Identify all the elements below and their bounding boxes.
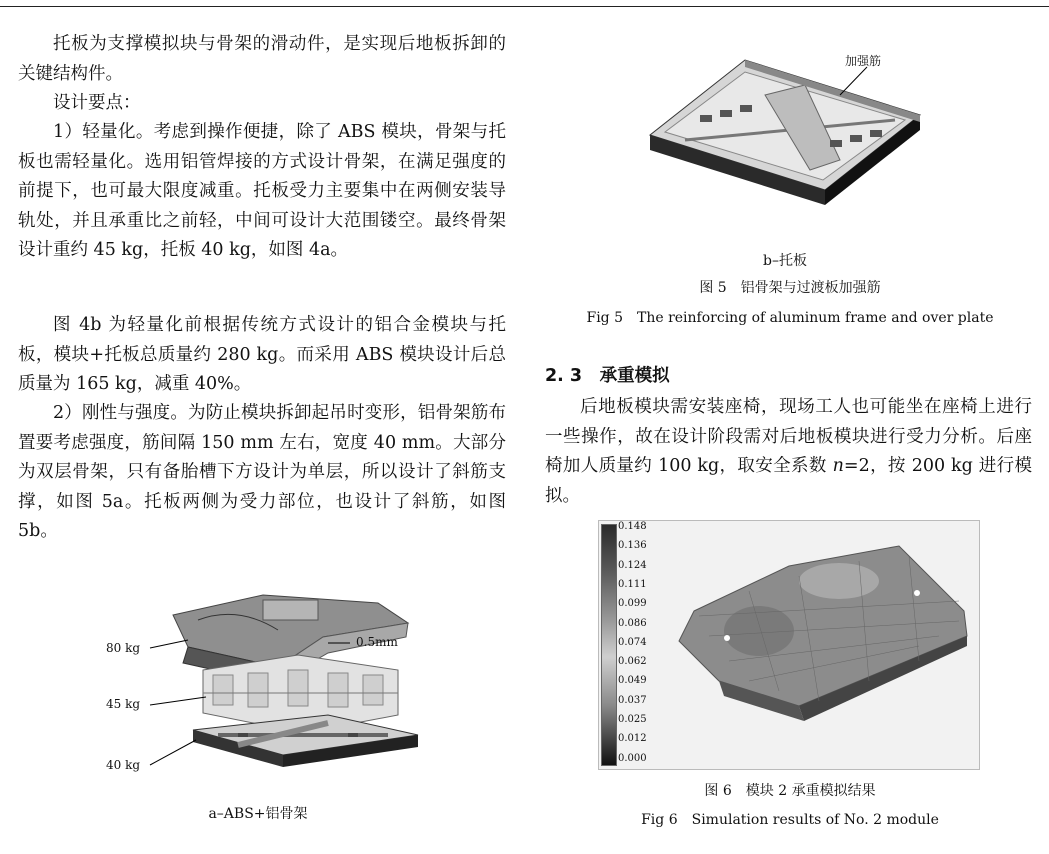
figure-4a [88,575,448,790]
figure-6 [598,520,980,770]
paragraph-3: 1）轻量化。考虑到操作便捷，除了 ABS 模块，骨架与托板也需轻量化。选用铝管焊接的方式设计骨架，在满足强度的前提下，也可最大限度减重。托板受力主要集中在两侧安装导轨处，并且承重比之前轻，中间可设计大范围镂空。最终骨架设计重约 45 kg，托板 40 kg，如图 4a。 [18,122,506,260]
paragraph-2: 设计要点： [53,93,141,113]
label-40kg: 40 kg [106,758,141,772]
simulation-mesh [599,521,979,769]
fig5-caption-en: Fig 5 The reinforcing of aluminum frame and over plate [586,310,994,326]
fig6-caption-en: Fig 6 Simulation results of No. 2 module [641,812,939,828]
legend-tick: 0.099 [618,598,647,610]
legend-tick: 0.012 [618,733,647,745]
legend-tick: 0.074 [618,636,647,648]
legend-tick: 0.000 [618,752,647,764]
fig6-caption-cn: 图 6 模块 2 承重模拟结果 [704,783,876,799]
legend-tick: 0.086 [618,617,647,629]
legend-tick: 0.136 [618,540,647,552]
legend-tick: 0.124 [618,559,647,571]
paragraph-5: 2）刚性与强度。为防止模块拆卸起吊时变形，铝骨架筋布置要考虑强度，筋间隔 150 mm 左右，宽度 40 mm。大部分为双层骨架，只有备胎槽下方设计为单层，所以设计了斜筋支撑，如图 5a。托板两侧为受力部位，也设计了斜筋，如图 5b。 [18,403,506,541]
fig4a-subcaption: a–ABS+铝骨架 [208,806,308,822]
paragraph-part-b: =2，按 200 kg 进行模拟。 [545,456,1032,506]
legend-tick: 0.049 [618,675,647,687]
legend-tick: 0.062 [618,656,647,668]
paragraph-1: 托板为支撑模拟块与骨架的滑动件，是实现后地板拆卸的关键结构件。 [18,34,506,84]
figure-5b [645,40,965,210]
legend-tick: 0.037 [618,694,647,706]
callout-reinforcing-rib: 加强筋 [845,54,882,68]
header-rule [0,6,1049,7]
legend-tick: 0.148 [618,521,647,532]
label-45kg: 45 kg [106,697,141,711]
label-80kg: 80 kg [106,641,141,655]
tray-drawing [645,40,965,210]
legend-tick: 0.025 [618,714,647,725]
fig5b-subcaption: b–托板 [763,253,807,269]
legend-tick: 0.111 [618,578,647,590]
fig5-caption-cn: 图 5 铝骨架与过渡板加强筋 [699,280,881,296]
label-gap: 0.5mm [356,635,398,649]
paragraph-part-a: 后地板模块需安装座椅，现场工人也可能坐在座椅上进行一些操作，故在设计阶段需对后地板模块进行受力分析。后座椅加人质量约 100 kg，取安全系数 [545,397,1032,476]
section-heading: 2. 3 承重模拟 [545,366,670,386]
section-paragraph [545,393,1032,511]
exploded-assembly-drawing [88,575,448,790]
paragraph-4: 图 4b 为轻量化前根据传统方式设计的铝合金模块与托板，模块+托板总质量约 280 kg。而采用 ABS 模块设计后总质量为 165 kg，减重 40%。 [18,315,506,394]
safety-factor-variable: n [832,456,844,476]
